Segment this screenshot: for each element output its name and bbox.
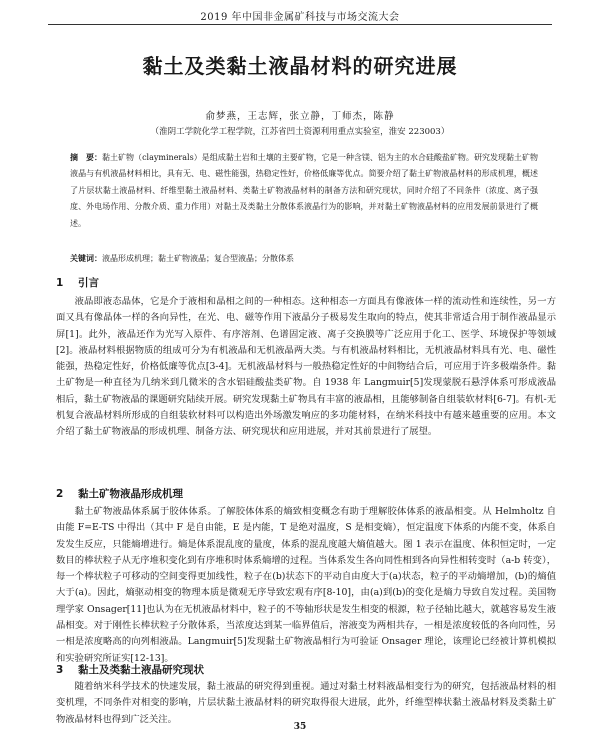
section-title: 黏土矿物液晶形成机理 (78, 488, 183, 500)
section-number: 3 (56, 664, 64, 676)
keywords-label: 关键词： (70, 254, 102, 263)
section-title: 黏土及类黏土液晶研究现状 (78, 664, 204, 676)
section-paragraph: 随着纳米科学技术的快速发展，黏土液晶的研究得到重视。通过对黏土材料液晶相变行为的研究，包括液晶材料的相变机理，不同条件对相变的影响，片层状黏土液晶材料的研究取得很大进展，此外，纤维型棒状黏土液晶材料及类黏土矿物液晶材料也得到广泛关注。 (56, 681, 556, 725)
running-header: 2019 年中国非金属矿科技与市场交流大会 (200, 12, 400, 23)
header-rule (48, 24, 552, 25)
section-number: 2 (56, 488, 64, 500)
keywords-text: 液晶形成机理；黏土矿物液晶；复合型液晶；分散体系 (102, 254, 294, 263)
abstract-label: 摘 要： (70, 153, 103, 162)
section-title: 引言 (78, 277, 99, 289)
author-list: 俞梦燕，王志辉，张立静，丁师杰，陈静 (205, 111, 395, 122)
keywords (70, 252, 538, 266)
section-number: 1 (56, 277, 64, 289)
section-paragraph: 液晶即液态晶体，它是介于液相和晶相之间的一种相态。这种相态一方面具有像液体一样的流动性和连续性，另一方面又具有像晶体一样的各向异性，在光、电、磁等作用下液晶分子极易发生取向的特点，使其非常适合用于制作液晶显示屏[1]。此外，液晶还作为光写入原件、有序溶剂、色谱固定液、离子交换膜等广泛应用于化工、医学、环境保护等领域[2]。液晶材料根据物质的组成可分为有机液晶和无机液晶两大类。与有机液晶材料相比，无机液晶材料具有光、电、磁性能强，热稳定性好，价格低廉等优点[3-4]。无机液晶材料与一般热稳定性好的中间物结合后，可应用于许多极端条件。黏土矿物是一种直径为几纳米到几微米的含水铝硅酸盐类矿物。自 1938 年 Langmuir[5]发现蒙脱石悬浮体系可形成液晶相后，黏土矿物液晶的课题研究陆续开展。研究发现黏土矿物具有丰富的液晶相，且能够制备自组装软材料[6-7]。有机-无机复合液晶材料所形成的自组装软材料可以构造出外场激发响应的多功能材料，在纳米科技中有越来越重要的应用。本文介绍了黏土矿物液晶的形成机理、制备方法、研究现状和应用进展，并对其前景进行了展望。 (56, 296, 556, 438)
section-heading-status (56, 662, 204, 677)
section-heading-mechanism (56, 486, 183, 501)
article-title: 黏土及类黏土液晶材料的研究进展 (142, 54, 458, 78)
abstract (70, 150, 538, 232)
section-paragraph: 黏土矿物液晶体系属于胶体体系。了解胶体体系的熵致相变概念有助于理解胶体体系的液晶相变。从 Helmholtz 自由能 F=E-TS 中得出（其中 F 是自由能，E 是内能，T 是绝对温度，S 是相变熵），恒定温度下体系的内能不变，体系自发发生反应，只能熵增进行。熵是体系混乱度的量度，体系的混乱度越大熵值越大。图 1 表示在温度、体积恒定时，一定数目的棒状粒子从无序堆积变化到有序堆积时体系熵增的过程。当体系发生各向同性相到各向异性相转变时（a-b 转变），每一个棒状粒子可移动的空间变得更加线性，粒子在(b)状态下的平动自由度大于(a)状态，粒子的平动熵增加，(b)的熵值大于(a)。因此，熵驱动相变的物理本质是微观无序导致宏观有序[8-10]，由(a)到(b)的变化是熵力导致自发过程。美国物理学家 Onsager[11]也认为在无机液晶材料中，粒子的不等轴形状是发生相变的根源，粒子径轴比越大，就越容易发生液晶相变。对于刚性长棒状粒子分散体系，当浓度达到某一临界值后，溶液变为两相共存，一相是浓度较低的各向同性，另一相是浓度略高的向列相液晶。Langmuir[5]发现黏土矿物液晶相行为可验证 Onsager 理论，该理论已经被计算机模拟和实验研究所证实[12-13]。 (56, 506, 556, 664)
author-affiliation: （淮阴工学院化学工程学院，江苏省凹土资源利用重点实验室，淮安 223003） (150, 127, 450, 137)
abstract-text: 黏土矿物（clayminerals）是组成黏土岩和土壤的主要矿物，它是一种含镁、铝为主的水合硅酸盐矿物。研究发现黏土矿物液晶与有机液晶材料相比，具有无、电、磁性能强，热稳定性好，价格低廉等优点。简要介绍了黏土矿物液晶材料的形成机理，概述了片层状黏土液晶材料、纤维型黏土液晶材料、类黏土矿物液晶材料的制备方法和研究现状，同时介绍了不同条件（浓度、离子强度、外电场作用、分散介质、重力作用）对黏土及类黏土分散体系液晶行为的影响，并对黏土矿物液晶材料的应用发展前景进行了概述。 (70, 153, 538, 228)
page-number: 35 (293, 722, 307, 732)
section-heading-introduction (56, 275, 99, 290)
